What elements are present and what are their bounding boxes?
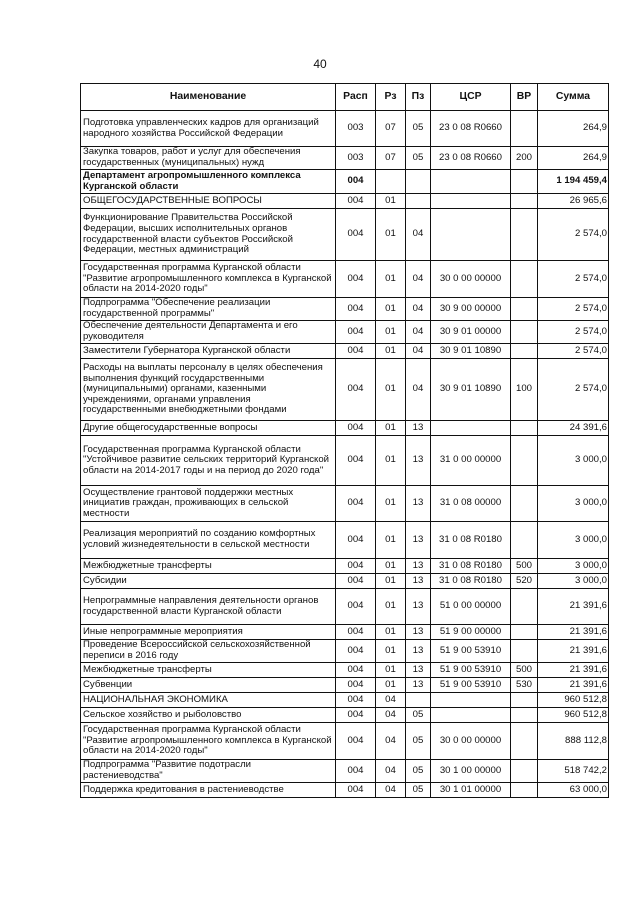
row-vr (511, 421, 538, 436)
row-rz: 04 (376, 708, 406, 723)
table-row (81, 111, 609, 147)
row-csr: 31 0 08 R0180 (431, 522, 511, 559)
row-rasp: 004 (336, 760, 376, 783)
row-name: Подпрограмма "Обеспечение реализации государственной программы" (81, 298, 336, 321)
row-pz: 04 (406, 321, 431, 344)
row-pz: 13 (406, 559, 431, 574)
row-pz (406, 693, 431, 708)
table-row (81, 261, 609, 298)
row-pz: 04 (406, 344, 431, 359)
row-name: Обеспечение деятельности Департамента и его руководителя (81, 321, 336, 344)
table-row (81, 589, 609, 625)
row-csr: 30 1 01 00000 (431, 783, 511, 798)
table-row (81, 359, 609, 421)
row-rz: 04 (376, 693, 406, 708)
row-pz: 13 (406, 640, 431, 663)
row-name: Субсидии (81, 574, 336, 589)
row-rasp: 004 (336, 436, 376, 486)
row-rasp: 004 (336, 693, 376, 708)
row-csr: 30 9 01 10890 (431, 359, 511, 421)
row-name: Субвенции (81, 678, 336, 693)
row-sum: 960 512,8 (538, 693, 609, 708)
row-csr: 31 0 08 00000 (431, 486, 511, 522)
row-vr (511, 261, 538, 298)
row-vr (511, 194, 538, 209)
row-rasp: 004 (336, 663, 376, 678)
row-pz: 13 (406, 625, 431, 640)
row-sum: 2 574,0 (538, 359, 609, 421)
row-vr (511, 640, 538, 663)
table-row (81, 723, 609, 760)
row-csr (431, 693, 511, 708)
row-sum: 2 574,0 (538, 321, 609, 344)
table-row (81, 344, 609, 359)
table-row (81, 436, 609, 486)
table-row (81, 421, 609, 436)
row-sum: 63 000,0 (538, 783, 609, 798)
row-rz: 04 (376, 783, 406, 798)
row-name: ОБЩЕГОСУДАРСТВЕННЫЕ ВОПРОСЫ (81, 194, 336, 209)
row-sum: 21 391,6 (538, 589, 609, 625)
row-pz: 05 (406, 111, 431, 147)
table-header-row (81, 84, 609, 111)
row-vr (511, 436, 538, 486)
row-rz: 01 (376, 359, 406, 421)
page-number: 40 (313, 57, 327, 71)
row-rasp: 004 (336, 640, 376, 663)
row-name: Реализация мероприятий по созданию комфортных условий жизнедеятельности в сельской местности (81, 522, 336, 559)
row-csr: 51 9 00 53910 (431, 678, 511, 693)
row-sum: 264,9 (538, 147, 609, 170)
row-sum: 24 391,6 (538, 421, 609, 436)
row-name: Осуществление грантовой поддержки местных инициатив граждан, проживающих в сельской местности (81, 486, 336, 522)
row-rz: 01 (376, 559, 406, 574)
row-rasp: 004 (336, 170, 376, 194)
row-pz: 13 (406, 522, 431, 559)
row-vr (511, 298, 538, 321)
row-csr: 51 9 00 53910 (431, 663, 511, 678)
row-rz: 01 (376, 486, 406, 522)
row-csr: 51 0 00 00000 (431, 589, 511, 625)
row-sum: 3 000,0 (538, 574, 609, 589)
row-sum: 264,9 (538, 111, 609, 147)
row-rasp: 004 (336, 344, 376, 359)
row-rasp: 004 (336, 559, 376, 574)
row-vr (511, 522, 538, 559)
row-rz: 01 (376, 421, 406, 436)
row-name: Государственная программа Курганской области "Развитие агропромышленного комплекса в Курганской области на 2014-2020 годы" (81, 723, 336, 760)
row-name: Непрограммные направления деятельности органов государственной власти Курганской области (81, 589, 336, 625)
row-csr (431, 708, 511, 723)
row-sum: 26 965,6 (538, 194, 609, 209)
row-csr: 23 0 08 R0660 (431, 111, 511, 147)
row-csr (431, 209, 511, 261)
row-csr: 30 9 00 00000 (431, 298, 511, 321)
row-csr: 30 9 01 10890 (431, 344, 511, 359)
row-vr (511, 708, 538, 723)
header-pz: Пз (406, 84, 431, 111)
row-rz: 04 (376, 723, 406, 760)
row-rz: 01 (376, 589, 406, 625)
row-csr: 51 9 00 00000 (431, 625, 511, 640)
row-vr (511, 486, 538, 522)
table-row (81, 170, 609, 194)
row-vr (511, 321, 538, 344)
row-rasp: 004 (336, 708, 376, 723)
row-rasp: 004 (336, 574, 376, 589)
header-vr: ВР (511, 84, 538, 111)
row-sum: 2 574,0 (538, 209, 609, 261)
row-sum: 888 112,8 (538, 723, 609, 760)
row-rasp: 004 (336, 589, 376, 625)
row-pz: 05 (406, 723, 431, 760)
row-rasp: 004 (336, 194, 376, 209)
row-name: НАЦИОНАЛЬНАЯ ЭКОНОМИКА (81, 693, 336, 708)
row-name: Подпрограмма "Развитие подотрасли растениеводства" (81, 760, 336, 783)
row-name: Государственная программа Курганской области "Развитие агропромышленного комплекса в Курганской области на 2014-2020 годы" (81, 261, 336, 298)
table-row (81, 640, 609, 663)
row-pz: 04 (406, 209, 431, 261)
budget-table (80, 83, 609, 798)
row-rz: 01 (376, 640, 406, 663)
row-sum: 1 194 459,4 (538, 170, 609, 194)
row-name: Проведение Всероссийской сельскохозяйственной переписи в 2016 году (81, 640, 336, 663)
row-rz: 01 (376, 209, 406, 261)
row-csr: 31 0 08 R0180 (431, 559, 511, 574)
row-rasp: 004 (336, 421, 376, 436)
row-vr: 500 (511, 663, 538, 678)
row-rz: 01 (376, 625, 406, 640)
row-rasp: 004 (336, 321, 376, 344)
table-row (81, 625, 609, 640)
row-csr: 30 0 00 00000 (431, 723, 511, 760)
row-rz: 07 (376, 147, 406, 170)
row-rz: 01 (376, 522, 406, 559)
row-rasp: 004 (336, 261, 376, 298)
row-vr (511, 111, 538, 147)
row-sum: 3 000,0 (538, 436, 609, 486)
row-vr: 100 (511, 359, 538, 421)
table-row (81, 194, 609, 209)
row-sum: 21 391,6 (538, 663, 609, 678)
row-rz: 01 (376, 261, 406, 298)
row-rz: 01 (376, 194, 406, 209)
row-rasp: 004 (336, 298, 376, 321)
row-rasp: 004 (336, 522, 376, 559)
row-sum: 21 391,6 (538, 640, 609, 663)
row-sum: 21 391,6 (538, 678, 609, 693)
row-csr: 51 9 00 53910 (431, 640, 511, 663)
row-sum: 3 000,0 (538, 486, 609, 522)
row-pz: 13 (406, 436, 431, 486)
row-csr: 31 0 08 R0180 (431, 574, 511, 589)
row-rasp: 004 (336, 783, 376, 798)
row-pz (406, 194, 431, 209)
row-pz: 13 (406, 678, 431, 693)
table-row (81, 708, 609, 723)
row-name: Подготовка управленческих кадров для организаций народного хозяйства Российской Федерации (81, 111, 336, 147)
row-rz: 01 (376, 678, 406, 693)
header-name: Наименование (81, 84, 336, 111)
row-rz: 01 (376, 298, 406, 321)
row-pz: 04 (406, 261, 431, 298)
row-pz: 04 (406, 298, 431, 321)
row-name: Межбюджетные трансферты (81, 559, 336, 574)
row-rz: 01 (376, 663, 406, 678)
row-csr: 31 0 00 00000 (431, 436, 511, 486)
row-pz: 05 (406, 760, 431, 783)
header-rasp: Расп (336, 84, 376, 111)
row-vr (511, 760, 538, 783)
row-pz: 13 (406, 421, 431, 436)
table-row (81, 209, 609, 261)
table-row (81, 693, 609, 708)
row-csr: 30 9 01 00000 (431, 321, 511, 344)
row-rasp: 003 (336, 111, 376, 147)
table-row (81, 760, 609, 783)
row-vr: 200 (511, 147, 538, 170)
row-rasp: 004 (336, 723, 376, 760)
table-row (81, 321, 609, 344)
row-name: Межбюджетные трансферты (81, 663, 336, 678)
row-rz: 04 (376, 760, 406, 783)
row-sum: 2 574,0 (538, 298, 609, 321)
row-sum: 2 574,0 (538, 344, 609, 359)
row-csr: 30 1 00 00000 (431, 760, 511, 783)
row-csr: 30 0 00 00000 (431, 261, 511, 298)
row-name: Департамент агропромышленного комплекса Курганской области (81, 170, 336, 194)
row-sum: 2 574,0 (538, 261, 609, 298)
row-vr (511, 209, 538, 261)
table-row (81, 486, 609, 522)
row-sum: 21 391,6 (538, 625, 609, 640)
header-sum: Сумма (538, 84, 609, 111)
row-pz: 13 (406, 486, 431, 522)
table-row (81, 298, 609, 321)
row-sum: 3 000,0 (538, 522, 609, 559)
row-vr (511, 693, 538, 708)
row-name: Поддержка кредитования в растениеводстве (81, 783, 336, 798)
row-pz: 13 (406, 574, 431, 589)
row-pz: 05 (406, 783, 431, 798)
row-rasp: 004 (336, 359, 376, 421)
row-sum: 3 000,0 (538, 559, 609, 574)
row-vr (511, 625, 538, 640)
row-name: Расходы на выплаты персоналу в целях обеспечения выполнения функций государственными (муниципальными) органами, казенными учреждениями, органами управления государственными внебюджетными фондами (81, 359, 336, 421)
table-row (81, 783, 609, 798)
row-rasp: 004 (336, 486, 376, 522)
row-rasp: 004 (336, 625, 376, 640)
row-rasp: 004 (336, 209, 376, 261)
row-vr (511, 723, 538, 760)
row-vr: 530 (511, 678, 538, 693)
row-csr (431, 194, 511, 209)
row-pz (406, 170, 431, 194)
row-vr (511, 783, 538, 798)
row-name: Государственная программа Курганской области "Устойчивое развитие сельских территорий Курганской области на 2014-2017 годы и на период до 2020 года" (81, 436, 336, 486)
row-vr: 500 (511, 559, 538, 574)
row-vr (511, 589, 538, 625)
row-name: Функционирование Правительства Российской Федерации, высших исполнительных органов государственной власти субъектов Российской Федерации, местных администраций (81, 209, 336, 261)
row-rz: 01 (376, 436, 406, 486)
row-pz: 13 (406, 589, 431, 625)
table-row (81, 559, 609, 574)
row-name: Иные непрограммные мероприятия (81, 625, 336, 640)
row-rasp: 003 (336, 147, 376, 170)
row-pz: 05 (406, 708, 431, 723)
row-vr (511, 170, 538, 194)
row-pz: 13 (406, 663, 431, 678)
row-rz: 07 (376, 111, 406, 147)
row-pz: 04 (406, 359, 431, 421)
row-rz: 01 (376, 574, 406, 589)
row-pz: 05 (406, 147, 431, 170)
header-rz: Рз (376, 84, 406, 111)
row-csr: 23 0 08 R0660 (431, 147, 511, 170)
table-row (81, 147, 609, 170)
row-csr (431, 170, 511, 194)
row-sum: 960 512,8 (538, 708, 609, 723)
row-vr: 520 (511, 574, 538, 589)
table-row (81, 574, 609, 589)
row-rz: 01 (376, 344, 406, 359)
row-csr (431, 421, 511, 436)
row-name: Сельское хозяйство и рыболовство (81, 708, 336, 723)
row-name: Закупка товаров, работ и услуг для обеспечения государственных (муниципальных) нужд (81, 147, 336, 170)
row-sum: 518 742,2 (538, 760, 609, 783)
row-rz: 01 (376, 321, 406, 344)
row-name: Другие общегосударственные вопросы (81, 421, 336, 436)
table-row (81, 663, 609, 678)
table-row (81, 678, 609, 693)
header-csr: ЦСР (431, 84, 511, 111)
row-rz (376, 170, 406, 194)
row-vr (511, 344, 538, 359)
row-rasp: 004 (336, 678, 376, 693)
row-name: Заместители Губернатора Курганской области (81, 344, 336, 359)
table-row (81, 522, 609, 559)
